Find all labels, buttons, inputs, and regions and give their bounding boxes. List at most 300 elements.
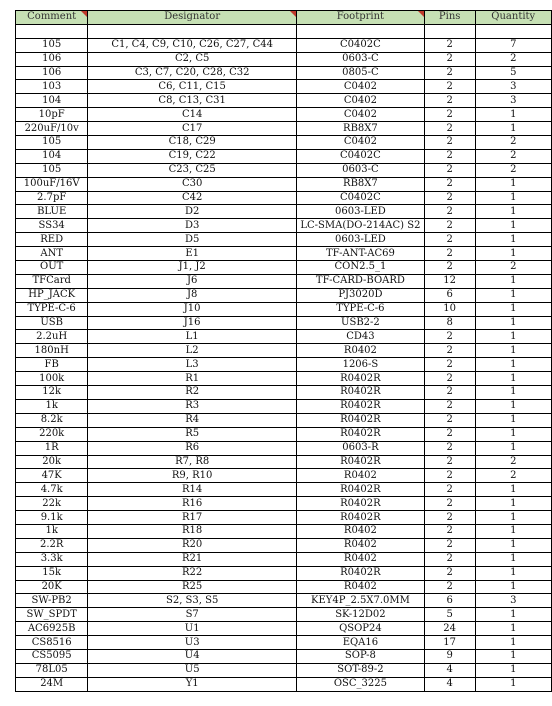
pins-cell[interactable]: 2 — [424, 580, 475, 594]
comment-cell[interactable]: 8.2k — [16, 413, 88, 427]
quantity-cell[interactable]: 1 — [475, 386, 552, 400]
comment-marker-icon — [418, 11, 424, 17]
comment-cell[interactable]: ANT — [16, 247, 88, 261]
table-row — [16, 594, 552, 608]
pins-cell[interactable]: 2 — [424, 261, 475, 275]
footprint-cell[interactable]: 0603-LED — [297, 233, 425, 247]
comment-cell[interactable]: SS34 — [16, 219, 88, 233]
quantity-cell[interactable]: 1 — [475, 427, 552, 441]
quantity-cell[interactable]: 1 — [475, 247, 552, 261]
header-footprint[interactable] — [297, 11, 425, 25]
pins-cell[interactable]: 2 — [424, 94, 475, 108]
comment-cell[interactable]: AC6925B — [16, 622, 88, 636]
comment-cell[interactable]: 105 — [16, 163, 88, 177]
table-row — [16, 274, 552, 288]
table-row — [16, 205, 552, 219]
comment-cell[interactable]: 2.2uH — [16, 330, 88, 344]
quantity-cell[interactable]: 1 — [475, 497, 552, 511]
comment-marker-icon — [81, 11, 87, 17]
footprint-cell[interactable]: 0603-R — [297, 441, 425, 455]
pins-cell[interactable]: 2 — [424, 372, 475, 386]
comment-cell[interactable]: 20k — [16, 455, 88, 469]
footprint-cell[interactable]: RB8X7 — [297, 177, 425, 191]
comment-cell[interactable]: 2.7pF — [16, 191, 88, 205]
footprint-cell[interactable]: USB2-2 — [297, 316, 425, 330]
designator-cell[interactable]: S7 — [88, 608, 297, 622]
designator-cell[interactable]: R1 — [88, 372, 297, 386]
pins-cell[interactable]: 2 — [424, 566, 475, 580]
table-row — [16, 177, 552, 191]
table-row — [16, 566, 552, 580]
table-row — [16, 552, 552, 566]
quantity-cell[interactable]: 1 — [475, 219, 552, 233]
footprint-cell[interactable]: 0805-C — [297, 66, 425, 80]
footprint-cell[interactable]: QSOP24 — [297, 622, 425, 636]
comment-cell[interactable]: RED — [16, 233, 88, 247]
table-row — [16, 247, 552, 261]
table-row — [16, 622, 552, 636]
quantity-cell[interactable]: 2 — [475, 469, 552, 483]
designator-cell[interactable]: R4 — [88, 413, 297, 427]
pins-cell[interactable]: 2 — [424, 344, 475, 358]
comment-cell[interactable]: 180nH — [16, 344, 88, 358]
table-row — [16, 538, 552, 552]
designator-cell[interactable]: J16 — [88, 316, 297, 330]
pins-cell[interactable]: 2 — [424, 330, 475, 344]
header-designator-label: Designator — [164, 11, 221, 23]
pins-cell[interactable]: 2 — [424, 483, 475, 497]
quantity-cell[interactable]: 1 — [475, 372, 552, 386]
table-row — [16, 52, 552, 66]
pins-cell[interactable]: 2 — [424, 399, 475, 413]
footprint-cell[interactable]: R0402 — [297, 469, 425, 483]
quantity-cell[interactable]: 1 — [475, 566, 552, 580]
quantity-cell[interactable]: 1 — [475, 441, 552, 455]
table-row — [16, 649, 552, 663]
quantity-cell[interactable]: 1 — [475, 663, 552, 677]
footprint-cell[interactable]: R0402 — [297, 524, 425, 538]
designator-cell[interactable]: D5 — [88, 233, 297, 247]
header-comment-label: Comment — [27, 11, 77, 23]
footprint-cell[interactable]: R0402R — [297, 455, 425, 469]
footprint-cell[interactable]: 1206-S — [297, 358, 425, 372]
designator-cell[interactable] — [88, 24, 297, 38]
comment-marker-icon — [290, 11, 296, 17]
quantity-cell[interactable]: 3 — [475, 594, 552, 608]
comment-cell[interactable]: 47K — [16, 469, 88, 483]
designator-cell[interactable]: Y1 — [88, 677, 297, 691]
footprint-cell[interactable]: TYPE-C-6 — [297, 302, 425, 316]
designator-cell[interactable]: R9, R10 — [88, 469, 297, 483]
comment-cell[interactable]: 22k — [16, 497, 88, 511]
footprint-cell[interactable]: KEY4P_2.5X7.0MM — [297, 594, 425, 608]
footprint-cell[interactable]: 0603-C — [297, 52, 425, 66]
designator-cell[interactable]: C42 — [88, 191, 297, 205]
table-row — [16, 149, 552, 163]
quantity-cell[interactable]: 1 — [475, 330, 552, 344]
table-row — [16, 108, 552, 122]
table-row — [16, 233, 552, 247]
quantity-cell[interactable]: 1 — [475, 622, 552, 636]
quantity-cell[interactable]: 1 — [475, 205, 552, 219]
designator-cell[interactable]: R22 — [88, 566, 297, 580]
header-pins[interactable] — [424, 11, 475, 25]
footprint-cell[interactable]: TF-CARD-BOARD — [297, 274, 425, 288]
footprint-cell[interactable]: CD43 — [297, 330, 425, 344]
footprint-cell[interactable]: C0402 — [297, 136, 425, 150]
comment-cell[interactable]: 1k — [16, 399, 88, 413]
comment-cell[interactable]: 105 — [16, 136, 88, 150]
table-row — [16, 455, 552, 469]
pins-cell[interactable]: 2 — [424, 552, 475, 566]
footprint-cell[interactable]: R0402R — [297, 427, 425, 441]
comment-cell[interactable]: 2.2R — [16, 538, 88, 552]
designator-cell[interactable]: C6, C11, C15 — [88, 80, 297, 94]
designator-cell[interactable]: L3 — [88, 358, 297, 372]
quantity-cell[interactable]: 1 — [475, 636, 552, 650]
designator-cell[interactable]: L2 — [88, 344, 297, 358]
designator-cell[interactable]: C3, C7, C20, C28, C32 — [88, 66, 297, 80]
footprint-cell[interactable]: C0402 — [297, 80, 425, 94]
table-row — [16, 677, 552, 691]
quantity-cell[interactable]: 7 — [475, 38, 552, 52]
comment-cell[interactable]: SW_SPDT — [16, 608, 88, 622]
footprint-cell[interactable]: 0603-C — [297, 163, 425, 177]
pins-cell[interactable]: 2 — [424, 122, 475, 136]
footprint-cell[interactable]: C0402 — [297, 108, 425, 122]
comment-cell[interactable]: 10pF — [16, 108, 88, 122]
footprint-cell[interactable]: R0402 — [297, 552, 425, 566]
pins-cell[interactable]: 2 — [424, 538, 475, 552]
designator-cell[interactable]: C14 — [88, 108, 297, 122]
comment-cell[interactable]: 1R — [16, 441, 88, 455]
quantity-cell[interactable]: 1 — [475, 524, 552, 538]
header-footprint-label: Footprint — [336, 11, 385, 23]
table-row — [16, 80, 552, 94]
comment-cell[interactable]: CS8516 — [16, 636, 88, 650]
header-comment[interactable] — [16, 11, 88, 25]
table-row — [16, 302, 552, 316]
designator-cell[interactable]: R5 — [88, 427, 297, 441]
quantity-cell[interactable]: 2 — [475, 163, 552, 177]
footprint-cell[interactable]: C0402C — [297, 149, 425, 163]
comment-cell[interactable]: FB — [16, 358, 88, 372]
header-row — [16, 11, 552, 25]
table-row — [16, 663, 552, 677]
designator-cell[interactable]: D2 — [88, 205, 297, 219]
designator-cell[interactable]: C30 — [88, 177, 297, 191]
quantity-cell[interactable]: 1 — [475, 108, 552, 122]
comment-cell[interactable]: OUT — [16, 261, 88, 275]
comment-cell[interactable]: 104 — [16, 149, 88, 163]
pins-cell[interactable]: 2 — [424, 441, 475, 455]
table-row — [16, 580, 552, 594]
table-row — [16, 344, 552, 358]
pins-cell[interactable]: 2 — [424, 497, 475, 511]
quantity-cell[interactable]: 1 — [475, 483, 552, 497]
header-designator[interactable] — [88, 11, 297, 25]
designator-cell[interactable]: S2, S3, S5 — [88, 594, 297, 608]
comment-cell[interactable]: TFCard — [16, 274, 88, 288]
designator-cell[interactable]: U3 — [88, 636, 297, 650]
footprint-cell[interactable]: EQA16 — [297, 636, 425, 650]
footprint-cell[interactable]: R0402 — [297, 580, 425, 594]
comment-cell[interactable]: 220uF/10v — [16, 122, 88, 136]
quantity-cell[interactable]: 1 — [475, 511, 552, 525]
designator-cell[interactable]: R3 — [88, 399, 297, 413]
quantity-cell[interactable]: 1 — [475, 413, 552, 427]
pins-cell[interactable]: 2 — [424, 386, 475, 400]
designator-cell[interactable]: C19, C22 — [88, 149, 297, 163]
designator-cell[interactable]: U1 — [88, 622, 297, 636]
comment-cell[interactable]: 3.3k — [16, 552, 88, 566]
comment-cell[interactable]: 20K — [16, 580, 88, 594]
designator-cell[interactable]: R6 — [88, 441, 297, 455]
pins-cell[interactable]: 4 — [424, 677, 475, 691]
pins-cell[interactable]: 2 — [424, 524, 475, 538]
quantity-cell[interactable]: 2 — [475, 261, 552, 275]
pins-cell[interactable]: 2 — [424, 427, 475, 441]
footprint-cell[interactable]: PJ3020D — [297, 288, 425, 302]
footprint-cell[interactable]: R0402R — [297, 399, 425, 413]
footprint-cell[interactable]: SK-12D02 — [297, 608, 425, 622]
table-row — [16, 469, 552, 483]
table-row — [16, 66, 552, 80]
pins-cell[interactable]: 2 — [424, 177, 475, 191]
footprint-cell[interactable]: R0402R — [297, 413, 425, 427]
pins-cell[interactable]: 6 — [424, 594, 475, 608]
pins-cell[interactable]: 2 — [424, 247, 475, 261]
comment-cell[interactable]: 104 — [16, 94, 88, 108]
table-row — [16, 330, 552, 344]
footprint-cell[interactable]: R0402R — [297, 372, 425, 386]
pins-cell[interactable] — [424, 24, 475, 38]
quantity-cell[interactable]: 3 — [475, 80, 552, 94]
designator-cell[interactable]: E1 — [88, 247, 297, 261]
designator-cell[interactable]: D3 — [88, 219, 297, 233]
quantity-cell[interactable]: 1 — [475, 358, 552, 372]
quantity-cell[interactable]: 1 — [475, 608, 552, 622]
pins-cell[interactable]: 2 — [424, 136, 475, 150]
pins-cell[interactable]: 8 — [424, 316, 475, 330]
comment-cell[interactable]: 106 — [16, 66, 88, 80]
footprint-cell[interactable]: 0603-LED — [297, 205, 425, 219]
quantity-cell[interactable]: 5 — [475, 66, 552, 80]
comment-cell[interactable]: HP_JACK — [16, 288, 88, 302]
table-row — [16, 511, 552, 525]
quantity-cell[interactable]: 2 — [475, 52, 552, 66]
pins-cell[interactable]: 24 — [424, 622, 475, 636]
designator-cell[interactable]: L1 — [88, 330, 297, 344]
quantity-cell[interactable]: 1 — [475, 552, 552, 566]
footprint-cell[interactable]: R0402R — [297, 483, 425, 497]
quantity-cell[interactable]: 1 — [475, 344, 552, 358]
table-row — [16, 636, 552, 650]
pins-cell[interactable]: 2 — [424, 219, 475, 233]
footprint-cell[interactable] — [297, 24, 425, 38]
table-row — [16, 316, 552, 330]
footprint-cell[interactable]: R0402R — [297, 511, 425, 525]
comment-cell[interactable]: 100uF/16V — [16, 177, 88, 191]
table-row — [16, 386, 552, 400]
footprint-cell[interactable]: OSC_3225 — [297, 677, 425, 691]
table-row — [16, 122, 552, 136]
designator-cell[interactable]: R7, R8 — [88, 455, 297, 469]
comment-cell[interactable]: CS5095 — [16, 649, 88, 663]
comment-cell[interactable]: 4.7k — [16, 483, 88, 497]
quantity-cell[interactable]: 1 — [475, 649, 552, 663]
table-row — [16, 441, 552, 455]
pins-cell[interactable]: 2 — [424, 52, 475, 66]
table-row — [16, 191, 552, 205]
designator-cell[interactable]: R21 — [88, 552, 297, 566]
designator-cell[interactable]: R25 — [88, 580, 297, 594]
table-row — [16, 399, 552, 413]
quantity-cell[interactable]: 2 — [475, 136, 552, 150]
comment-cell[interactable]: USB — [16, 316, 88, 330]
designator-cell[interactable]: J6 — [88, 274, 297, 288]
quantity-cell[interactable]: 2 — [475, 455, 552, 469]
header-quantity[interactable] — [475, 11, 552, 25]
pins-cell[interactable]: 17 — [424, 636, 475, 650]
comment-cell[interactable]: 100k — [16, 372, 88, 386]
pins-cell[interactable]: 2 — [424, 233, 475, 247]
pins-cell[interactable]: 6 — [424, 288, 475, 302]
bom-table — [15, 10, 552, 692]
pins-cell[interactable]: 9 — [424, 649, 475, 663]
footprint-cell[interactable]: R0402 — [297, 344, 425, 358]
table-row — [16, 288, 552, 302]
comment-cell[interactable]: BLUE — [16, 205, 88, 219]
table-row — [16, 94, 552, 108]
designator-cell[interactable]: C1, C4, C9, C10, C26, C27, C44 — [88, 38, 297, 52]
designator-cell[interactable]: J1, J2 — [88, 261, 297, 275]
designator-cell[interactable]: R20 — [88, 538, 297, 552]
quantity-cell[interactable]: 1 — [475, 233, 552, 247]
pins-cell[interactable]: 2 — [424, 455, 475, 469]
footprint-cell[interactable]: C0402C — [297, 191, 425, 205]
comment-cell[interactable]: 220k — [16, 427, 88, 441]
designator-cell[interactable]: R17 — [88, 511, 297, 525]
footprint-cell[interactable]: SOT-89-2 — [297, 663, 425, 677]
quantity-cell[interactable]: 1 — [475, 580, 552, 594]
quantity-cell[interactable] — [475, 24, 552, 38]
pins-cell[interactable]: 2 — [424, 149, 475, 163]
designator-cell[interactable]: C8, C13, C31 — [88, 94, 297, 108]
footprint-cell[interactable]: LC-SMA(DO-214AC) S2 — [297, 219, 425, 233]
table-row — [16, 24, 552, 38]
comment-cell[interactable]: 15k — [16, 566, 88, 580]
designator-cell[interactable]: C18, C29 — [88, 136, 297, 150]
footprint-cell[interactable]: CON2.5_1 — [297, 261, 425, 275]
comment-cell[interactable]: 1k — [16, 524, 88, 538]
table-row — [16, 38, 552, 52]
pins-cell[interactable]: 2 — [424, 108, 475, 122]
pins-cell[interactable]: 2 — [424, 191, 475, 205]
designator-cell[interactable]: U5 — [88, 663, 297, 677]
designator-cell[interactable]: J10 — [88, 302, 297, 316]
footprint-cell[interactable]: R0402R — [297, 497, 425, 511]
pins-cell[interactable]: 10 — [424, 302, 475, 316]
quantity-cell[interactable]: 1 — [475, 177, 552, 191]
footprint-cell[interactable]: R0402 — [297, 538, 425, 552]
quantity-cell[interactable]: 1 — [475, 191, 552, 205]
quantity-cell[interactable]: 1 — [475, 399, 552, 413]
designator-cell[interactable]: U4 — [88, 649, 297, 663]
quantity-cell[interactable]: 1 — [475, 274, 552, 288]
footprint-cell[interactable]: SOP-8 — [297, 649, 425, 663]
comment-cell[interactable]: 105 — [16, 38, 88, 52]
header-pins-label: Pins — [438, 11, 461, 23]
quantity-cell[interactable]: 1 — [475, 122, 552, 136]
comment-cell[interactable]: 78L05 — [16, 663, 88, 677]
table-row — [16, 136, 552, 150]
pins-cell[interactable]: 5 — [424, 608, 475, 622]
comment-cell[interactable]: 12k — [16, 386, 88, 400]
quantity-cell[interactable]: 1 — [475, 316, 552, 330]
quantity-cell[interactable]: 3 — [475, 94, 552, 108]
designator-cell[interactable]: J8 — [88, 288, 297, 302]
quantity-cell[interactable]: 1 — [475, 288, 552, 302]
footprint-cell[interactable]: RB8X7 — [297, 122, 425, 136]
pins-cell[interactable]: 2 — [424, 413, 475, 427]
footprint-cell[interactable]: C0402C — [297, 38, 425, 52]
designator-cell[interactable]: R16 — [88, 497, 297, 511]
pins-cell[interactable]: 2 — [424, 163, 475, 177]
comment-cell[interactable]: 103 — [16, 80, 88, 94]
comment-cell[interactable] — [16, 24, 88, 38]
quantity-cell[interactable]: 2 — [475, 149, 552, 163]
footprint-cell[interactable]: R0402R — [297, 566, 425, 580]
comment-cell[interactable]: TYPE-C-6 — [16, 302, 88, 316]
table-row — [16, 261, 552, 275]
table-row — [16, 413, 552, 427]
pins-cell[interactable]: 2 — [424, 80, 475, 94]
comment-cell[interactable]: 24M — [16, 677, 88, 691]
footprint-cell[interactable]: C0402 — [297, 94, 425, 108]
designator-cell[interactable]: R18 — [88, 524, 297, 538]
designator-cell[interactable]: R14 — [88, 483, 297, 497]
table-row — [16, 372, 552, 386]
designator-cell[interactable]: C2, C5 — [88, 52, 297, 66]
designator-cell[interactable]: C23, C25 — [88, 163, 297, 177]
quantity-cell[interactable]: 1 — [475, 677, 552, 691]
footprint-cell[interactable]: R0402R — [297, 386, 425, 400]
footprint-cell[interactable]: TF-ANT-AC69 — [297, 247, 425, 261]
pins-cell[interactable]: 2 — [424, 66, 475, 80]
table-row — [16, 608, 552, 622]
quantity-cell[interactable]: 1 — [475, 302, 552, 316]
table-row — [16, 497, 552, 511]
pins-cell[interactable]: 12 — [424, 274, 475, 288]
pins-cell[interactable]: 2 — [424, 469, 475, 483]
table-row — [16, 427, 552, 441]
designator-cell[interactable]: C17 — [88, 122, 297, 136]
table-row — [16, 219, 552, 233]
pins-cell[interactable]: 2 — [424, 358, 475, 372]
table-row — [16, 358, 552, 372]
pins-cell[interactable]: 4 — [424, 663, 475, 677]
comment-cell[interactable]: SW-PB2 — [16, 594, 88, 608]
comment-cell[interactable]: 9.1k — [16, 511, 88, 525]
pins-cell[interactable]: 2 — [424, 38, 475, 52]
pins-cell[interactable]: 2 — [424, 511, 475, 525]
designator-cell[interactable]: R2 — [88, 386, 297, 400]
table-row — [16, 163, 552, 177]
pins-cell[interactable]: 2 — [424, 205, 475, 219]
comment-cell[interactable]: 106 — [16, 52, 88, 66]
quantity-cell[interactable]: 1 — [475, 538, 552, 552]
